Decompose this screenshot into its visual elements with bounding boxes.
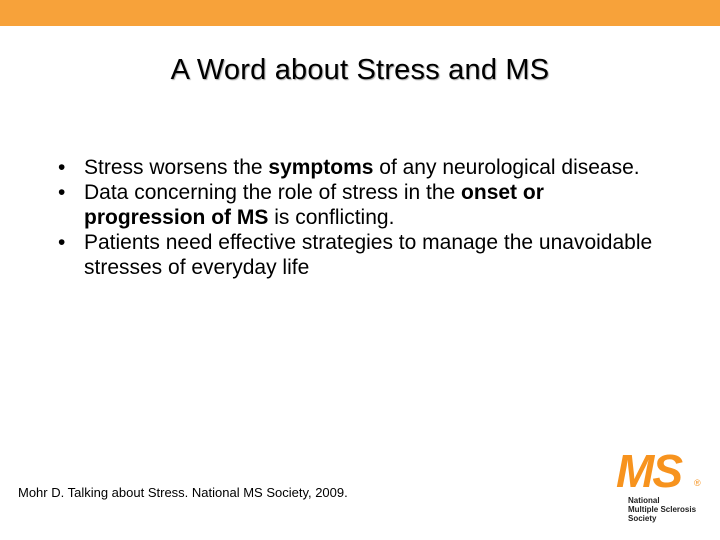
logo-line: National [628, 496, 660, 505]
bullet-text-post: is conflicting. [268, 206, 395, 229]
citation: Mohr D. Talking about Stress. National MS Society, 2009. [18, 485, 348, 500]
bullet-text-bold: symptoms [268, 156, 374, 179]
bullet-marker: • [58, 156, 66, 179]
logo-line: Society [628, 514, 657, 523]
bullet-text-bold: onset or progression of MS [84, 181, 544, 229]
logo-wordmark [628, 496, 696, 523]
bullet-text-pre: Data concerning the role of stress in the [84, 181, 462, 204]
bullet-item [58, 180, 658, 230]
slide-title: A Word about Stress and MS [170, 54, 550, 86]
bullet-text-post: of any neurological disease. [373, 156, 640, 179]
logo-mark: MS [616, 445, 681, 497]
bullet-item [58, 230, 658, 280]
bullet-item [58, 155, 658, 180]
logo-line: Multiple Sclerosis [628, 505, 697, 514]
bullet-marker: • [58, 231, 66, 254]
registered-mark: ® [694, 478, 701, 488]
nmss-logo [614, 445, 714, 534]
bullet-list [58, 155, 658, 280]
bullet-text-pre: Patients need effective strategies to manage the unavoidable stresses of everyday life [84, 231, 653, 279]
bullet-text-pre: Stress worsens the [84, 156, 269, 179]
bullet-marker: • [58, 181, 66, 204]
top-accent-bar [0, 0, 720, 26]
